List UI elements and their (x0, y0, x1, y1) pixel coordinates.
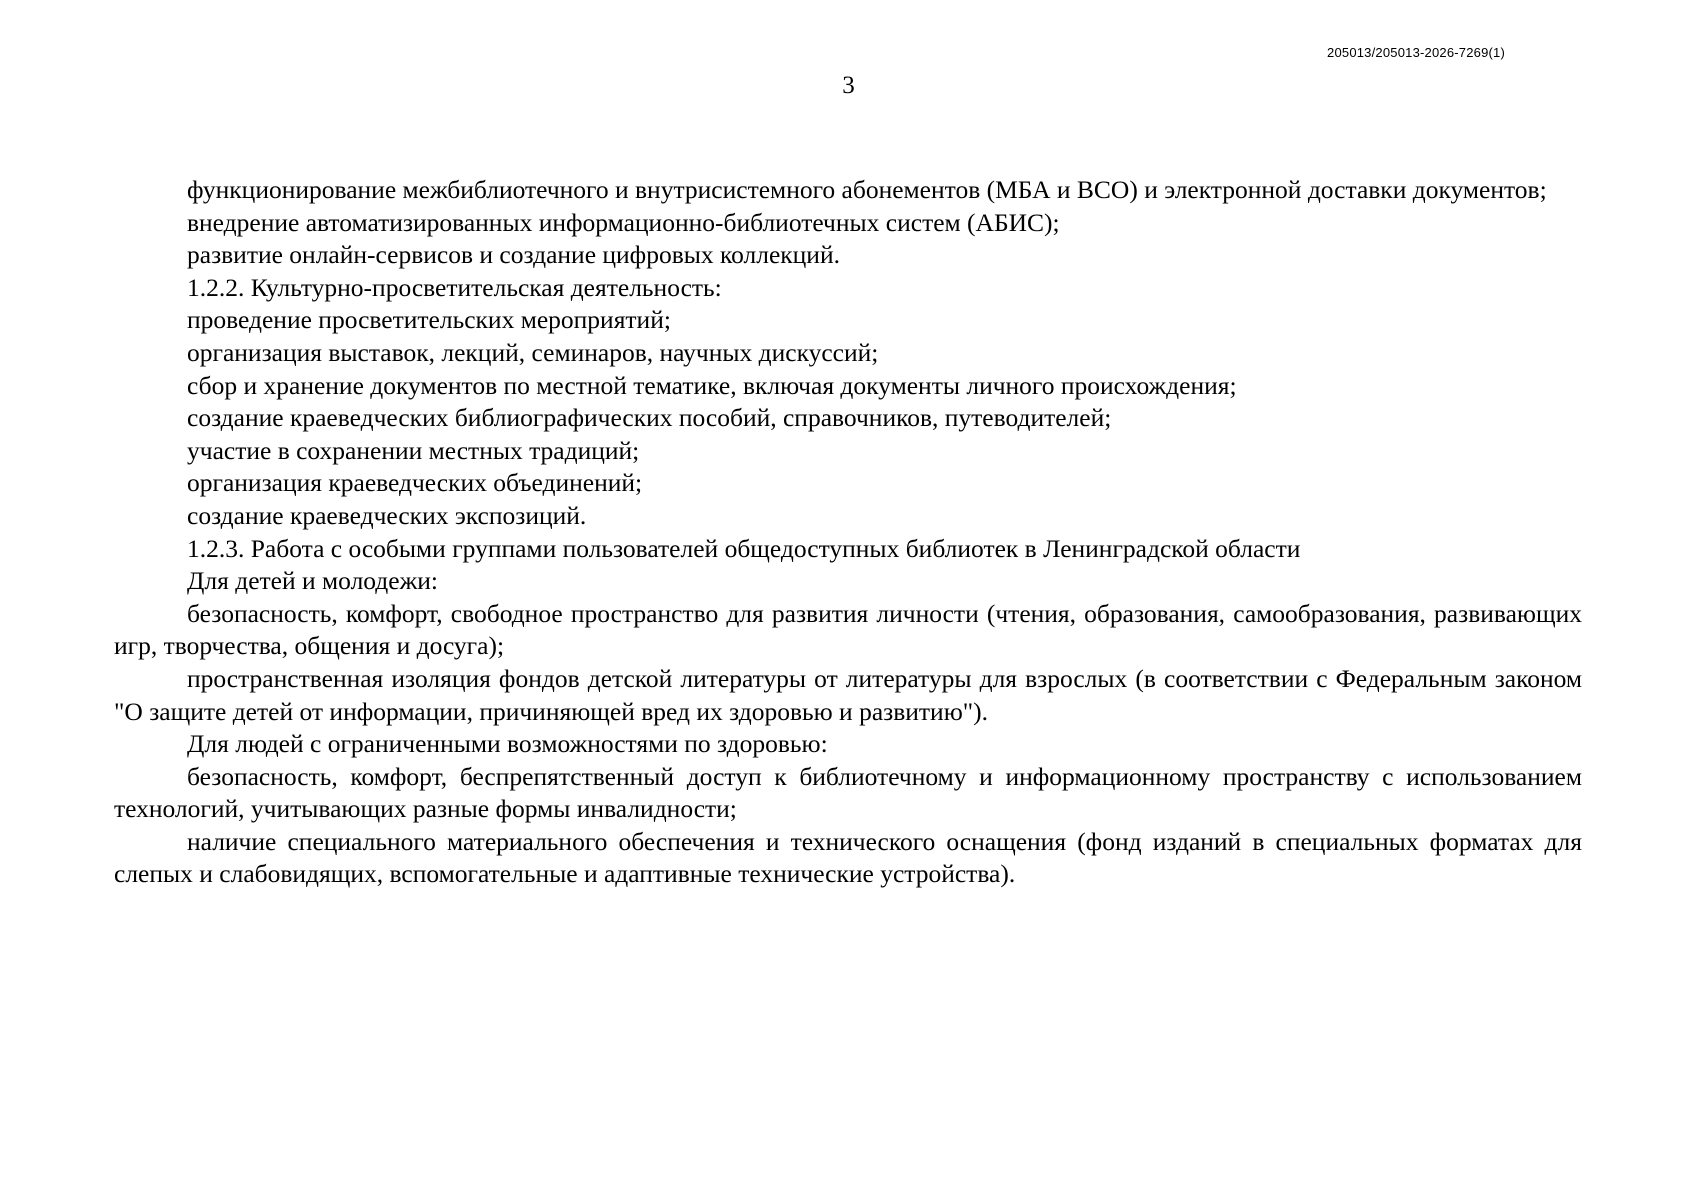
paragraph: внедрение автоматизированных информационно-библиотечных систем (АБИС); (187, 207, 1060, 237)
section-heading-1-2-2: 1.2.2. Культурно-просветительская деятельность: (187, 272, 722, 302)
subheading-children-youth: Для детей и молодежи: (187, 566, 438, 596)
document-registration-number: 205013/205013-2026-7269(1) (1327, 45, 1505, 60)
paragraph: безопасность, комфорт, свободное пространство для развития личности (чтения, образования, самообразования, развивающих игр, творчества, общения и досуга); (114, 598, 1582, 661)
section-heading-1-2-3: 1.2.3. Работа с особыми группами пользователей общедоступных библиотек в Ленинградской области (187, 533, 1301, 563)
document-body (114, 174, 1582, 891)
page-number: 3 (842, 72, 855, 99)
paragraph: участие в сохранении местных традиций; (187, 435, 640, 465)
paragraph: организация краеведческих объединений; (187, 468, 643, 498)
subheading-disabilities: Для людей с ограниченными возможностями по здоровью: (187, 729, 828, 759)
paragraph: развитие онлайн-сервисов и создание цифровых коллекций. (187, 240, 840, 270)
paragraph: проведение просветительских мероприятий; (187, 305, 671, 335)
paragraph: функционирование межбиблиотечного и внутрисистемного абонементов (МБА и ВСО) и электронной доставки документов; (187, 175, 1547, 204)
paragraph: сбор и хранение документов по местной тематике, включая документы личного происхождения; (187, 370, 1237, 400)
paragraph: создание краеведческих библиографических пособий, справочников, путеводителей; (187, 403, 1112, 433)
paragraph: пространственная изоляция фондов детской литературы от литературы для взрослых (в соответствии с Федеральным законом "О защите детей от информации, причиняющей вред их здоровью и развитию"). (114, 663, 1582, 726)
paragraph: организация выставок, лекций, семинаров, научных дискуссий; (187, 337, 879, 367)
paragraph: безопасность, комфорт, беспрепятственный доступ к библиотечному и информационному пространству с использованием технологий, учитывающих разные формы инвалидности; (114, 761, 1582, 824)
paragraph: создание краеведческих экспозиций. (187, 500, 587, 530)
paragraph: наличие специального материального обеспечения и технического оснащения (фонд изданий в специальных форматах для слепых и слабовидящих, вспомогательные и адаптивные технические устройства). (114, 826, 1582, 889)
